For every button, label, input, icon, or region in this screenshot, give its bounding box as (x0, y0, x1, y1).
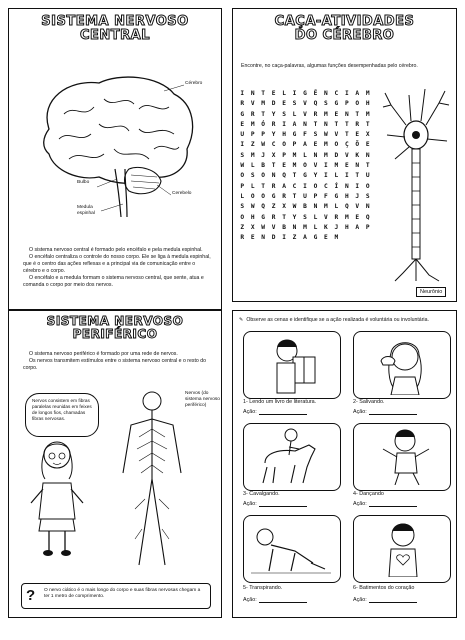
human-nerves-illustration (117, 389, 187, 569)
grid-letter[interactable]: G (261, 213, 266, 221)
grid-letter[interactable]: D (334, 151, 339, 159)
grid-letter[interactable]: A (355, 90, 360, 97)
grid-letter[interactable]: I (240, 141, 245, 149)
grid-letter[interactable]: V (250, 100, 255, 108)
grid-letter[interactable]: E (282, 162, 286, 170)
grid-letter[interactable]: A (292, 120, 297, 128)
grid-letter[interactable]: P (344, 100, 349, 108)
grid-letter[interactable]: H (250, 213, 255, 221)
grid-letter[interactable]: G (303, 172, 307, 180)
grid-letter[interactable]: O (261, 172, 266, 180)
answer-field[interactable]: Ação: (353, 597, 417, 603)
grid-letter[interactable]: R (271, 182, 276, 190)
grid-letter[interactable]: E (313, 141, 318, 149)
grid-letter[interactable]: G (303, 90, 307, 97)
grid-letter[interactable]: L (313, 213, 318, 221)
grid-letter[interactable]: X (250, 223, 255, 231)
grid-letter[interactable]: Q (282, 172, 286, 180)
grid-letter[interactable]: T (282, 213, 286, 221)
grid-letter[interactable]: B (303, 203, 307, 211)
grid-letter[interactable]: R (282, 192, 286, 200)
grid-letter[interactable]: M (365, 110, 370, 118)
grid-letter[interactable]: G (292, 131, 297, 139)
grid-letter[interactable]: H (282, 131, 286, 139)
grid-letter[interactable]: E (282, 100, 286, 108)
grid-letter[interactable]: V (303, 100, 307, 108)
grid-letter[interactable]: W (240, 162, 245, 170)
scene-caption: 5- Transpirando. (243, 585, 283, 591)
grid-letter[interactable]: Ê (313, 90, 318, 97)
horse-riding-drawing (255, 427, 329, 485)
grid-letter[interactable]: C (334, 90, 339, 97)
grid-letter[interactable]: I (344, 172, 349, 180)
grid-letter[interactable]: N (365, 151, 370, 159)
grid-letter[interactable]: X (271, 151, 276, 159)
grid-letter[interactable]: R (271, 213, 276, 221)
grid-letter[interactable]: N (324, 90, 328, 97)
grid-letter[interactable]: L (240, 192, 245, 200)
grid-letter[interactable]: E (334, 110, 339, 118)
answer-field[interactable]: Ação: (243, 409, 307, 415)
grid-letter[interactable]: V (355, 203, 360, 211)
grid-letter[interactable]: M (303, 223, 307, 231)
scene-caption: 2- Salivando. (353, 399, 385, 405)
grid-letter[interactable]: M (324, 110, 328, 118)
grid-letter[interactable]: M (334, 234, 339, 242)
grid-letter[interactable]: O (365, 182, 370, 190)
grid-letter[interactable]: Í (334, 182, 339, 190)
grid-letter[interactable]: G (334, 192, 339, 200)
grid-letter[interactable]: J (334, 223, 339, 231)
panel-word-search (232, 8, 457, 302)
grid-letter[interactable]: N (250, 90, 255, 97)
grid-letter[interactable]: Ó (261, 120, 266, 128)
grid-letter[interactable]: Q (313, 100, 318, 108)
grid-letter[interactable]: Ç (344, 141, 349, 149)
footnote-box: ? O nervo ciático é o mais longo do corpo e suas fibras nervosas chegam a ter 1 metro de comprimento. (21, 583, 211, 609)
reading-child-drawing (263, 337, 323, 395)
grid-letter[interactable]: E (365, 141, 370, 149)
grid-letter[interactable]: E (344, 162, 349, 170)
grid-letter[interactable]: O (261, 192, 266, 200)
grid-letter[interactable]: T (261, 90, 266, 97)
grid-letter[interactable]: X (365, 131, 370, 139)
panel-voluntary-actions (232, 310, 457, 618)
grid-letter[interactable]: E (355, 213, 360, 221)
answer-field[interactable]: Ação: (243, 597, 307, 603)
grid-letter[interactable]: I (240, 90, 245, 97)
grid-letter[interactable]: P (250, 131, 255, 139)
grid-letter[interactable]: O (303, 162, 307, 170)
grid-letter[interactable]: T (292, 172, 297, 180)
grid-letter[interactable]: Z (271, 203, 276, 211)
grid-letter[interactable]: I (344, 90, 349, 97)
label-bulbo: Bulbo (77, 180, 90, 185)
grid-letter[interactable]: B (261, 162, 266, 170)
word-search-grid (237, 89, 373, 243)
grid-letter[interactable]: R (334, 213, 339, 221)
grid-letter[interactable]: T (355, 110, 360, 118)
grid-letter[interactable]: H (344, 223, 349, 231)
grid-letter[interactable]: V (344, 151, 349, 159)
grid-letter[interactable]: Y (292, 213, 297, 221)
grid-letter[interactable]: W (261, 141, 266, 149)
grid-letter[interactable]: H (365, 100, 370, 108)
grid-letter[interactable]: V (324, 213, 328, 221)
grid-letter[interactable]: N (365, 203, 370, 211)
grid-letter[interactable]: K (355, 151, 360, 159)
grid-letter[interactable]: Z (240, 223, 245, 231)
grid-letter[interactable]: N (292, 223, 297, 231)
grid-letter[interactable]: V (303, 110, 307, 118)
grid-letter[interactable]: O (313, 182, 318, 190)
grid-letter[interactable]: J (355, 192, 360, 200)
grid-letter[interactable]: N (261, 234, 266, 242)
page-title: CAÇA-ATIVIDADES DO CÉREBRO (274, 14, 415, 43)
panel-central-nervous-system (8, 8, 222, 310)
grid-letter[interactable]: G (313, 234, 318, 242)
grid-letter[interactable]: M (365, 90, 370, 97)
grid-letter[interactable]: O (250, 192, 255, 200)
grid-letter[interactable]: E (250, 234, 255, 242)
grid-letter[interactable]: I (303, 182, 307, 190)
grid-letter[interactable]: O (334, 141, 339, 149)
grid-letter[interactable]: N (344, 182, 349, 190)
grid-letter[interactable]: T (313, 120, 318, 128)
grid-letter[interactable]: T (334, 120, 339, 128)
grid-letter[interactable]: Q (344, 203, 349, 211)
grid-letter[interactable]: N (313, 203, 318, 211)
grid-letter[interactable]: L (334, 172, 339, 180)
grid-letter[interactable]: Z (292, 234, 297, 242)
grid-letter[interactable]: E (355, 131, 360, 139)
grid-letter[interactable]: A (282, 182, 286, 190)
answer-field[interactable]: Ação: (243, 501, 307, 507)
grid-letter[interactable]: U (240, 131, 245, 139)
dancing-child-drawing (377, 427, 437, 485)
grid-letter[interactable]: M (292, 151, 297, 159)
grid-letter[interactable]: R (355, 120, 360, 128)
grid-letter[interactable]: R (250, 110, 255, 118)
grid-letter[interactable]: O (240, 172, 245, 180)
grid-letter[interactable]: W (292, 203, 297, 211)
figure-label: Nervos (do sistema nervoso periférico) (185, 391, 220, 408)
grid-letter[interactable]: N (271, 172, 276, 180)
grid-letter[interactable]: S (303, 213, 307, 221)
grid-letter[interactable]: Y (271, 110, 276, 118)
grid-letter[interactable]: S (324, 100, 328, 108)
pencil-icon: ✎ (239, 317, 244, 323)
grid-letter[interactable]: L (334, 203, 339, 211)
grid-letter[interactable]: U (303, 192, 307, 200)
grid-letter[interactable]: S (292, 100, 297, 108)
grid-letter[interactable]: G (271, 192, 276, 200)
grid-letter[interactable]: N (324, 120, 328, 128)
grid-letter[interactable]: N (303, 120, 307, 128)
scene-caption: 1- Lendo um livro de literatura. (243, 399, 317, 405)
grid-letter[interactable]: G (240, 110, 245, 118)
grid-letter[interactable]: H (344, 192, 349, 200)
grid-letter[interactable]: W (250, 203, 255, 211)
grid-letter[interactable]: M (292, 162, 297, 170)
grid-letter[interactable]: T (292, 192, 297, 200)
grid-letter[interactable]: L (250, 162, 255, 170)
grid-letter[interactable]: L (313, 223, 318, 231)
grid-letter[interactable]: F (303, 131, 307, 139)
page-title: SISTEMA NERVOSO PERIFÉRICO (46, 314, 184, 341)
grid-letter[interactable]: N (355, 162, 360, 170)
instruction: ✎ Observe as cenas e identifique se a ação realizada é voluntária ou involuntária. (239, 317, 429, 323)
grid-letter[interactable]: R (240, 100, 245, 108)
grid-letter[interactable]: X (282, 203, 286, 211)
grid-letter[interactable]: S (365, 192, 370, 200)
grid-letter[interactable]: T (344, 120, 349, 128)
scene-caption: 6- Batimentos do coração (353, 585, 415, 591)
grid-letter[interactable]: N (313, 151, 318, 159)
grid-letter[interactable]: I (324, 162, 328, 170)
grid-letter[interactable]: R (313, 110, 318, 118)
grid-letter[interactable]: T (355, 172, 360, 180)
grid-letter[interactable]: P (282, 151, 286, 159)
grid-letter[interactable]: T (261, 110, 266, 118)
label-cerebro: Cérebro (185, 81, 203, 86)
grid-letter[interactable]: I (324, 172, 328, 180)
intro-text: O sistema nervoso periférico é formado por uma rede de nervos. Os nervos transmitem estímulos entre o sistema nervoso central e o resto do corpo. (23, 351, 207, 372)
grid-letter[interactable]: S (250, 172, 255, 180)
grid-letter[interactable]: G (334, 100, 339, 108)
grid-letter[interactable]: D (271, 234, 276, 242)
grid-letter[interactable]: S (240, 203, 245, 211)
grid-letter[interactable]: Z (250, 141, 255, 149)
grid-letter[interactable]: L (282, 90, 286, 97)
grid-letter[interactable]: T (365, 162, 370, 170)
grid-letter[interactable]: M (344, 213, 349, 221)
grid-letter[interactable]: O (282, 141, 286, 149)
grid-letter[interactable]: K (324, 223, 328, 231)
answer-field[interactable]: Ação: (353, 409, 417, 415)
grid-letter[interactable]: W (324, 131, 328, 139)
grid-letter[interactable]: P (240, 182, 245, 190)
grid-letter[interactable]: T (365, 120, 370, 128)
grid-letter[interactable]: S (240, 151, 245, 159)
grid-letter[interactable]: P (365, 223, 370, 231)
panel-peripheral-nervous-system (8, 310, 222, 618)
grid-letter[interactable]: M (324, 151, 328, 159)
grid-letter[interactable]: P (292, 141, 297, 149)
grid-letter[interactable]: F (324, 192, 328, 200)
grid-letter[interactable]: P (261, 131, 266, 139)
scene-caption: 3- Cavalgando. (243, 491, 280, 497)
girl-illustration (29, 439, 89, 559)
label-cerebelo: Cerebelo (172, 191, 192, 196)
grid-letter[interactable]: I (282, 120, 286, 128)
grid-letter[interactable]: I (282, 234, 286, 242)
grid-letter[interactable]: E (240, 120, 245, 128)
grid-letter[interactable]: N (344, 110, 349, 118)
grid-letter[interactable]: T (271, 162, 276, 170)
grid-letter[interactable]: M (324, 203, 328, 211)
grid-letter[interactable]: T (261, 182, 266, 190)
body-text: O sistema nervoso central é formado pelo encéfalo e pela medula espinhal. O encéfalo centraliza o controle do nosso corpo. Ele se liga à medula espinhal, que é o centro das ações reflexas e a principal via de comunicação entre o cérebro e o corpo. O encéfalo e a medula formam o sistema nervoso central, que sente, atua e comanda o corpo por meio dos nervos. (23, 247, 211, 289)
grid-letter[interactable]: D (271, 100, 276, 108)
grid-letter[interactable]: Õ (355, 141, 360, 149)
grid-letter[interactable]: L (303, 151, 307, 159)
grid-letter[interactable]: R (271, 120, 276, 128)
grid-letter[interactable]: O (240, 213, 245, 221)
grid-letter[interactable]: M (334, 162, 339, 170)
heartbeat-child-drawing (373, 519, 433, 577)
grid-letter[interactable]: I (292, 90, 297, 97)
grid-letter[interactable]: V (313, 162, 318, 170)
scene-caption: 4- Dançando (353, 491, 384, 497)
grid-letter[interactable]: C (292, 182, 297, 190)
brain-illustration (29, 69, 199, 219)
eating-child-drawing (373, 337, 433, 395)
grid-letter[interactable]: Y (271, 131, 276, 139)
grid-letter[interactable]: V (271, 223, 276, 231)
grid-letter[interactable]: R (240, 234, 245, 242)
grid-letter[interactable]: Q (365, 213, 370, 221)
grid-letter[interactable]: A (303, 234, 307, 242)
grid-letter[interactable]: Y (313, 172, 318, 180)
grid-letter[interactable]: W (261, 223, 266, 231)
page-title: SISTEMA NERVOSO CENTRAL (41, 14, 189, 43)
instruction: Encontre, no caça-palavras, algumas funções desempenhadas pelo cérebro. (241, 63, 418, 69)
grid-letter[interactable]: L (250, 182, 255, 190)
question-mark-icon: ? (26, 587, 36, 604)
grid-letter[interactable]: I (355, 182, 360, 190)
grid-letter[interactable]: V (334, 131, 339, 139)
grid-letter[interactable]: O (355, 100, 360, 108)
speech-bubble: Nervos consistem em fibras paralelas reunidas em feixes de longos fios, chamadas fibras nervosas. (25, 393, 99, 437)
grid-letter[interactable]: S (282, 110, 286, 118)
grid-letter[interactable]: E (271, 90, 276, 97)
grid-letter[interactable]: L (292, 110, 297, 118)
answer-field[interactable]: Ação: (353, 501, 417, 507)
grid-letter[interactable]: U (365, 172, 370, 180)
grid-letter[interactable]: A (303, 141, 307, 149)
crawling-child-drawing (251, 519, 331, 577)
grid-letter[interactable]: M (324, 141, 328, 149)
grid-letter[interactable]: P (313, 192, 318, 200)
grid-letter[interactable]: M (250, 120, 255, 128)
grid-letter[interactable]: E (324, 234, 328, 242)
grid-letter[interactable]: C (271, 141, 276, 149)
label-medula: Medula espinhal (77, 205, 95, 216)
neuron-illustration (381, 85, 451, 285)
grid-letter[interactable]: C (324, 182, 328, 190)
grid-letter[interactable]: B (282, 223, 286, 231)
grid-letter[interactable]: Q (261, 203, 266, 211)
neuron-label: Neurônio (416, 287, 446, 297)
grid-letter[interactable]: S (313, 131, 318, 139)
grid-letter[interactable]: M (250, 151, 255, 159)
grid-letter[interactable]: A (355, 223, 360, 231)
grid-letter[interactable]: M (261, 100, 266, 108)
grid-letter[interactable]: T (344, 131, 349, 139)
grid-letter[interactable]: J (261, 151, 266, 159)
